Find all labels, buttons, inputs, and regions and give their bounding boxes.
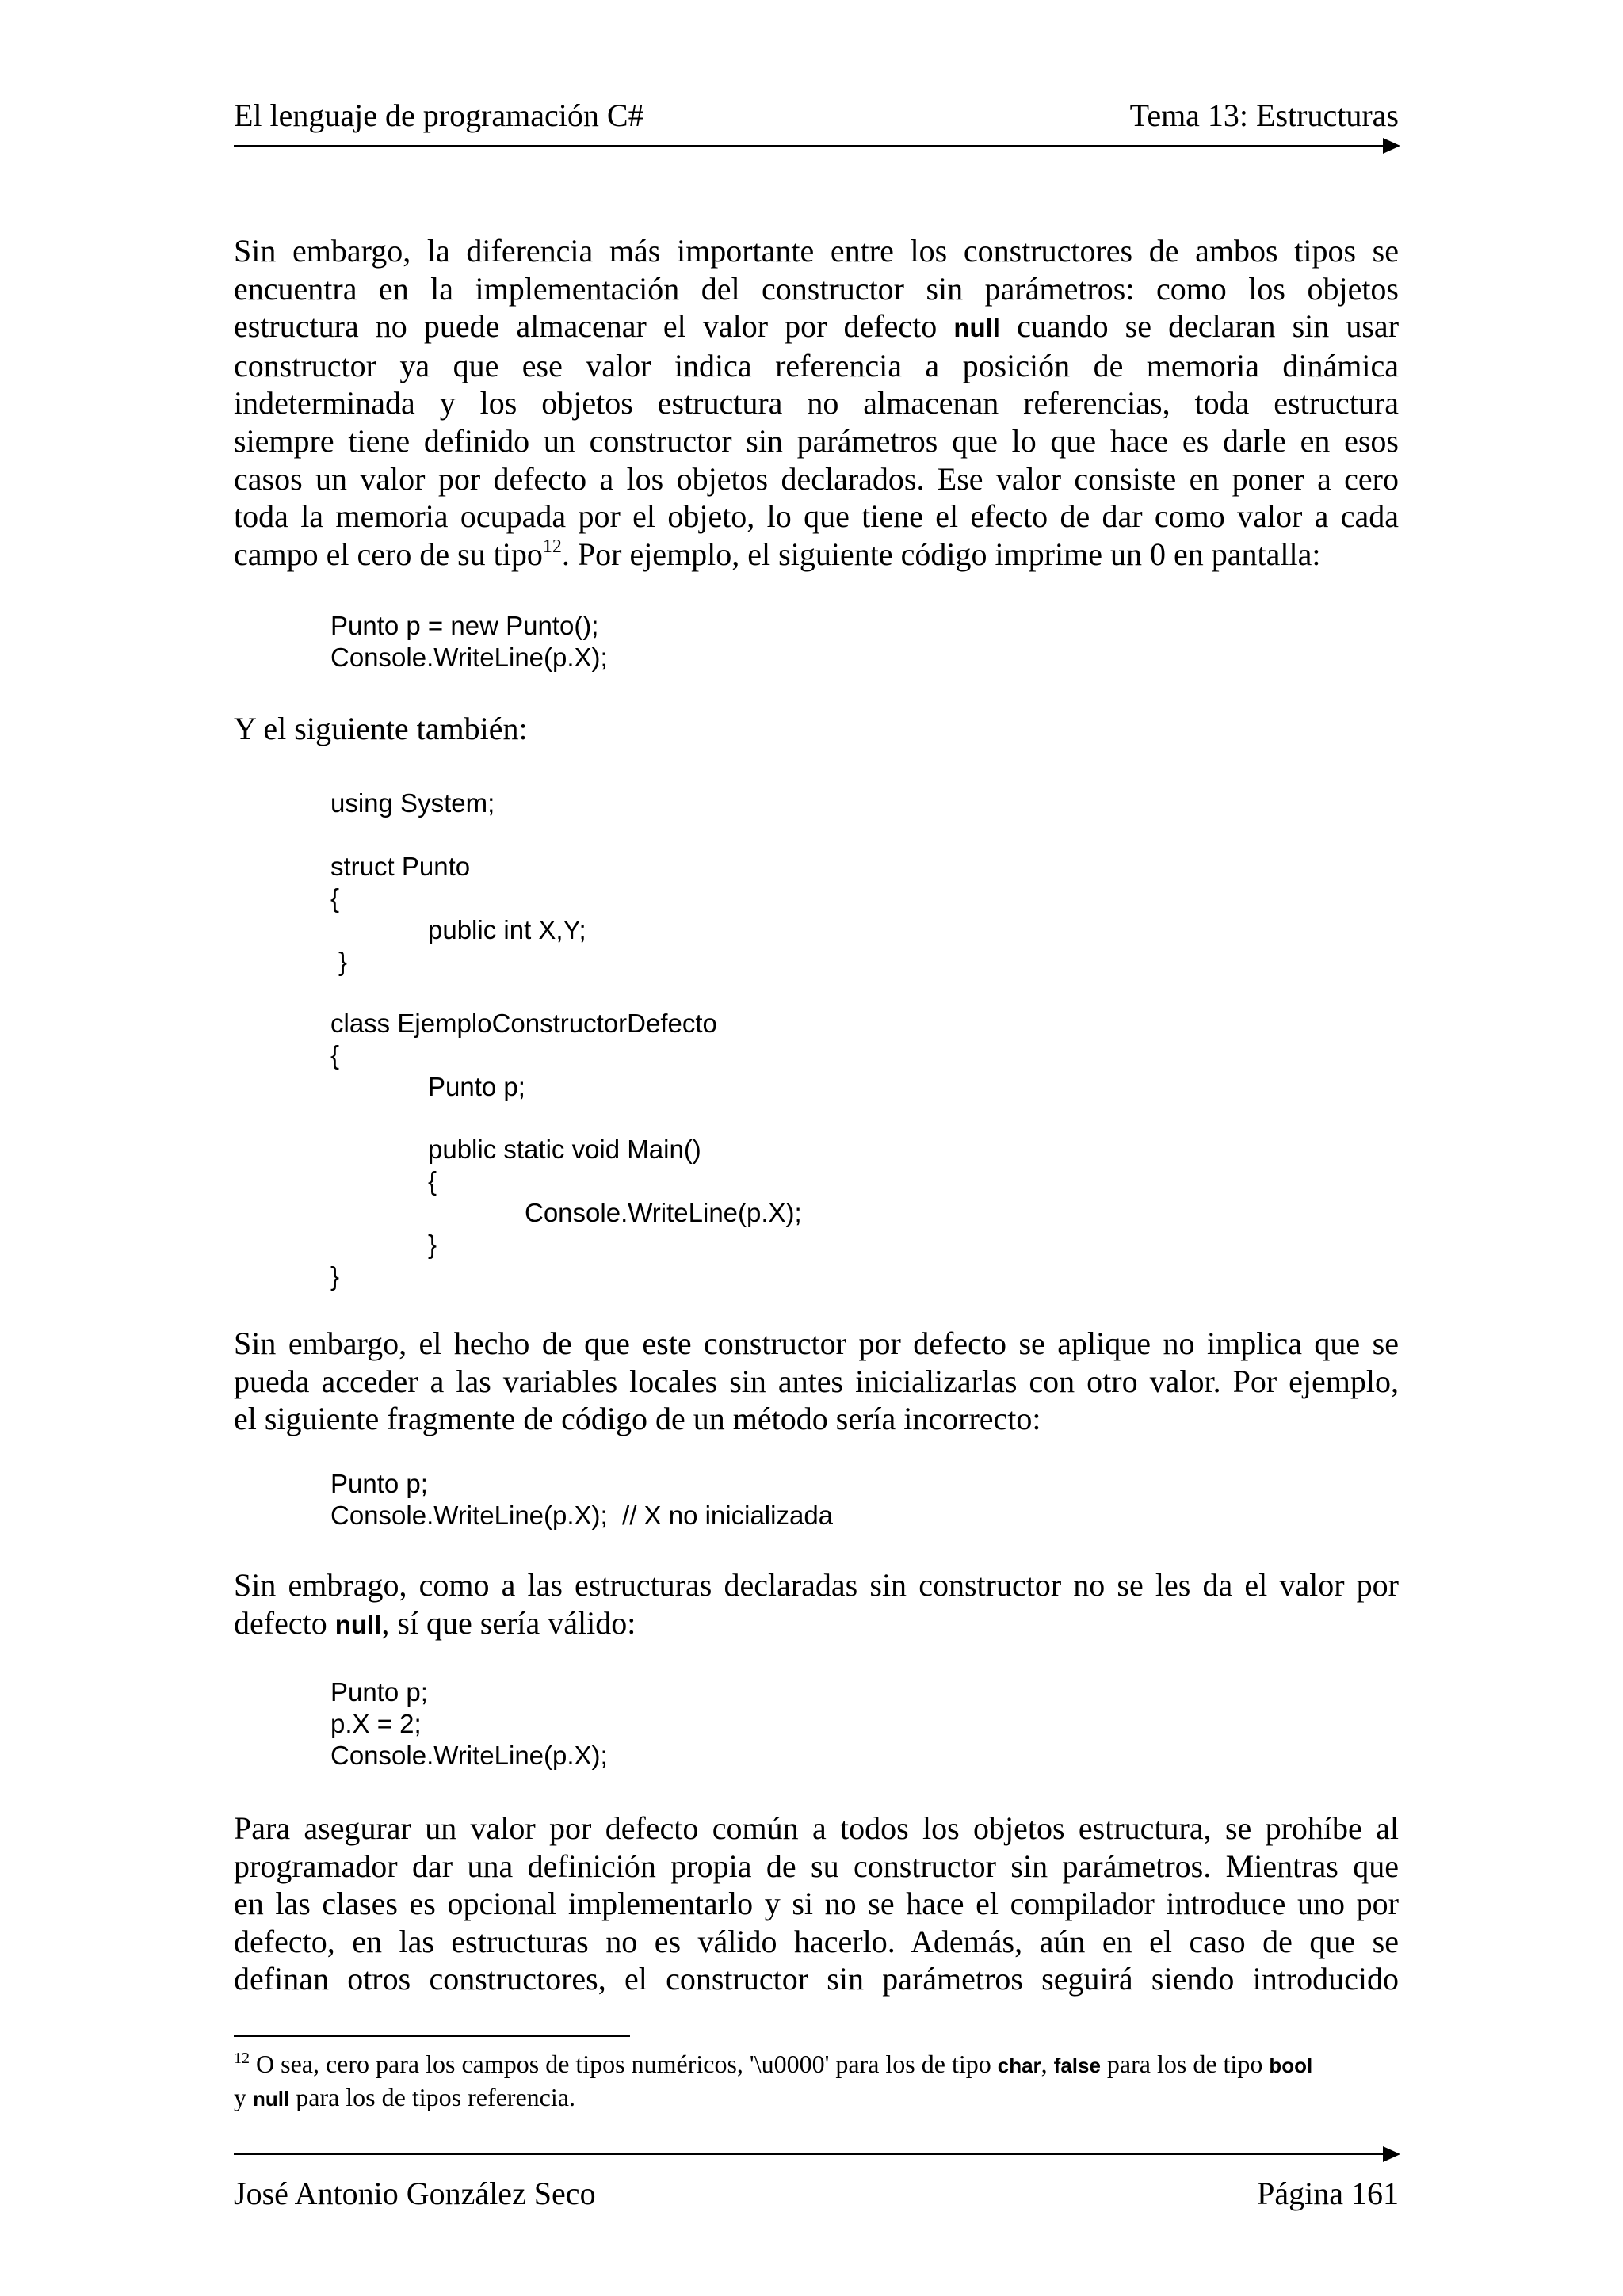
code-line: Punto p = new Punto();	[330, 611, 599, 640]
code-line: struct Punto	[330, 852, 471, 881]
code-line: }	[338, 947, 348, 976]
keyword-bool: bool	[1269, 2054, 1313, 2077]
code-line: Punto p;	[330, 1469, 428, 1498]
keyword-null: null	[253, 2087, 290, 2111]
text-line: estructura no puede almacenar el valor por defecto null cuando se declaran sin usar	[234, 308, 1400, 345]
code-line: p.X = 2;	[330, 1709, 422, 1738]
paragraph-3	[234, 1325, 1399, 1438]
code-line: Console.WriteLine(p.X);	[330, 1741, 608, 1770]
code-line: class EjemploConstructorDefecto	[330, 1009, 717, 1038]
code-line: Punto p;	[428, 1072, 525, 1101]
text-line: en las clases es opcional implementarlo y si no se hace el compilador introduce uno por	[234, 1886, 1399, 1922]
text-line: Y el siguiente también:	[234, 711, 528, 746]
footnote-number: 12	[234, 2050, 250, 2067]
paragraph-5	[234, 1810, 1399, 1998]
text-line: constructor ya que ese valor indica referencia a posición de memoria dinámica	[234, 347, 1399, 383]
book-title: El lenguaje de programación C#	[234, 97, 644, 133]
code-line: Console.WriteLine(p.X);	[525, 1198, 802, 1227]
chapter-title: Tema 13: Estructuras	[1129, 97, 1399, 133]
text-line: Para asegurar un valor por defecto común a todos los objetos estructura, se prohíbe al	[234, 1810, 1399, 1846]
footnote: $^{12}$ O sea, cero para los campos de tipos numéricos, '\u0000' para los de tipo char, false para los de tipo bool y null para los de tipos referencia.	[234, 2050, 1313, 2111]
text-line: casos un valor por defecto a los objetos declarados. Ese valor consiste en poner a cero	[234, 460, 1399, 497]
keyword-char: char	[997, 2054, 1041, 2077]
paragraph-4	[234, 1566, 1399, 1643]
code-line: }	[428, 1230, 437, 1259]
code-block-3	[330, 1468, 834, 1563]
paragraph-1	[234, 232, 1399, 573]
keyword-null: null	[334, 1609, 382, 1639]
code-line: public static void Main()	[428, 1135, 701, 1164]
footer-rule	[234, 2153, 1392, 2155]
code-line: Punto p;	[330, 1677, 428, 1707]
text-line: defecto null, sí que sería válido:	[234, 1604, 636, 1641]
footnote-ref: 12	[542, 536, 562, 557]
author-name: José Antonio González Seco	[234, 2176, 596, 2211]
text-line: programador dar una definición propia de su constructor sin parámetros. Mientras que	[234, 1848, 1399, 1884]
code-line: {	[330, 883, 340, 913]
page-number: Página 161	[1257, 2176, 1399, 2211]
text-line: siempre tiene definido un constructor sin parámetros que lo que hace es darle en esos	[234, 422, 1399, 459]
code-line: }	[330, 1261, 340, 1291]
keyword-null: null	[953, 313, 1000, 343]
text-line: indeterminada y los objetos estructura no almacenan referencias, toda estructura	[234, 385, 1399, 421]
text-line: defecto, en las estructuras no es válido hacerlo. Además, aún en el caso de que se	[234, 1923, 1399, 1959]
code-line: using System;	[330, 788, 495, 818]
code-block-2	[330, 788, 802, 1291]
paragraph-2	[234, 710, 1399, 748]
text-line: definan otros constructores, el constructor sin parámetros seguirá siendo introducido	[234, 1961, 1399, 1997]
code-line: public int X,Y;	[428, 915, 586, 944]
footer-arrow-icon	[1383, 2146, 1400, 2162]
text-line: Sin embargo, el hecho de que este constructor por defecto se aplique no implica que se	[234, 1325, 1399, 1361]
code-line: {	[330, 1040, 340, 1070]
header-rule	[234, 145, 1392, 147]
page-footer	[234, 2175, 1399, 2222]
text-line: el siguiente fragmente de código de un método sería incorrecto:	[234, 1401, 1041, 1437]
header-arrow-icon	[1383, 138, 1400, 154]
code-line: {	[428, 1166, 437, 1196]
footnote-separator	[234, 2035, 630, 2037]
page-header	[234, 93, 1399, 141]
keyword-false: false	[1053, 2054, 1101, 2077]
code-block-4	[330, 1676, 608, 1803]
text-line: Sin embargo, la diferencia más importante entre los constructores de ambos tipos se	[234, 233, 1399, 269]
text-line: campo el cero de su tipo$^{12}$. Por ejemplo, el siguiente código imprime un 0 en pantalla:	[234, 536, 1321, 572]
text-line: encuentra en la implementación del constructor sin parámetros: como los objetos	[234, 270, 1399, 307]
code-block-1	[330, 610, 608, 705]
text-line: toda la memoria ocupada por el objeto, lo que tiene el efecto de dar como valor a cada	[234, 498, 1399, 535]
text-line: Sin embrago, como a las estructuras declaradas sin constructor no se les da el valor por	[234, 1567, 1399, 1603]
text-line: pueda acceder a las variables locales sin antes inicializarlas con otro valor. Por ejemplo,	[234, 1363, 1399, 1399]
code-line: Console.WriteLine(p.X);	[330, 643, 608, 672]
code-line: Console.WriteLine(p.X); // X no inicializada	[330, 1501, 834, 1530]
